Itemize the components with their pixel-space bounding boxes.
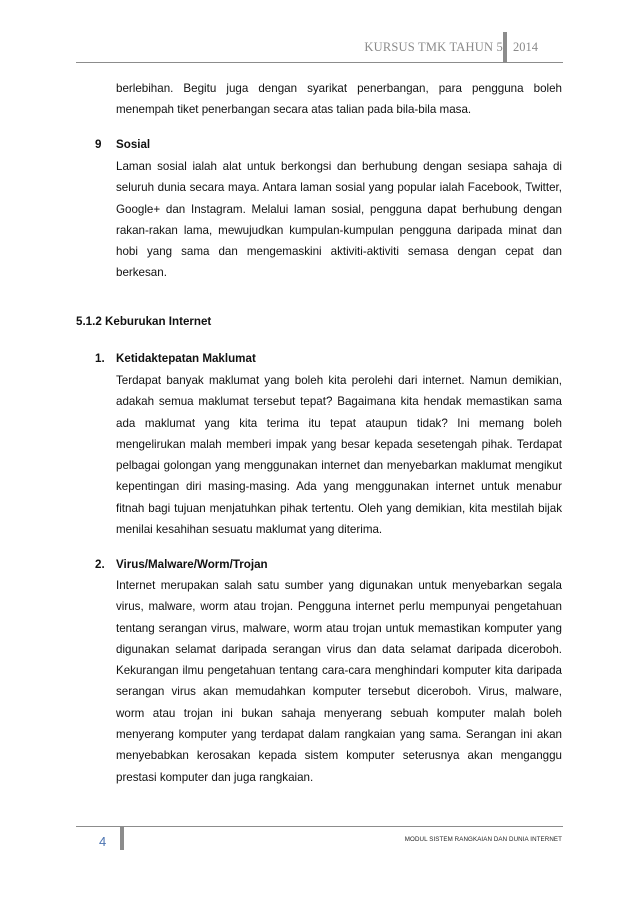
item2-number: 2. <box>95 558 105 571</box>
page-number: 4 <box>99 834 107 849</box>
item2-heading: Virus/Malware/Worm/Trojan <box>116 558 268 571</box>
sosial-body: Laman sosial ialah alat untuk berkongsi dan berhubung dengan sesiapa sahaja di seluruh dunia secara maya. Antara laman sosial yang popular ialah Facebook, Twitter, Google+ dan Instagram. Melalui laman sosial, pengguna dapat berhubung dengan rakan-rakan lama, mewujudkan kumpulan-kumpulan pengguna daripada minat dan hobi yang sama dan mengemaskini aktiviti-aktiviti semasa dengan cepat dan berkesan. <box>116 160 562 280</box>
sosial-number: 9 <box>95 138 102 151</box>
sosial-heading: Sosial <box>116 138 151 151</box>
header-rule <box>76 62 563 63</box>
footer-module-title: MODUL SISTEM RANGKAIAN DAN DUNIA INTERNET <box>404 836 562 843</box>
header-title: KURSUS TMK TAHUN 5 <box>364 40 503 54</box>
footer-divider-bar <box>120 826 124 850</box>
item1-number: 1. <box>95 352 105 365</box>
intro-paragraph: berlebihan. Begitu juga dengan syarikat penerbangan, para pengguna boleh menempah tiket penerbangan secara atas talian pada bila-bila masa. <box>116 82 562 117</box>
header-year: 2014 <box>513 40 538 54</box>
item2-body: Internet merupakan salah satu sumber yang digunakan untuk menyebarkan segala virus, malware, worm atau trojan. Pengguna internet perlu mempunyai pengetahuan tentang serangan virus, malware, worm atau trojan untuk memastikan komputer yang digunakan selamat daripada serangan virus dan data selamat daripada diceroboh. Kekurangan ilmu pengetahuan tentang cara-cara menghindari komputer kita daripada serangan virus akan memudahkan komputer tersebut diceroboh. Virus, malware, worm atau trojan ini bukan sahaja menyerang sebuah komputer malah boleh menyerang komputer yang terdapat dalam rangkaian yang sama. Serangan ini akan menyebabkan kerosakan kepada sistem komputer seterusnya akan menganggu prestasi komputer dan juga rangkaian. <box>116 579 562 784</box>
section-heading: 5.1.2 Keburukan Internet <box>76 315 212 328</box>
item1-body: Terdapat banyak maklumat yang boleh kita perolehi dari internet. Namun demikian, adakah semua maklumat tersebut tepat? Bagaimana kita hendak memastikan sama ada maklumat yang kita terima itu tepat ataupun tidak? Ini memang boleh mengelirukan malah memberi impak yang besar kepada sesetengah pihak. Terdapat pelbagai golongan yang menggunakan internet dan menyebarkan maklumat mengikut kepentingan diri masing-masing. Ada yang menggunakan internet untuk menabur fitnah bagi tujuan menjatuhkan pihak tertentu. Oleh yang demikian, kita mestilah bijak menilai kesahihan sesuatu maklumat yang diterima. <box>116 374 562 537</box>
footer-rule <box>76 826 563 827</box>
header-divider-bar <box>503 32 507 62</box>
item1-heading: Ketidaktepatan Maklumat <box>116 352 256 365</box>
